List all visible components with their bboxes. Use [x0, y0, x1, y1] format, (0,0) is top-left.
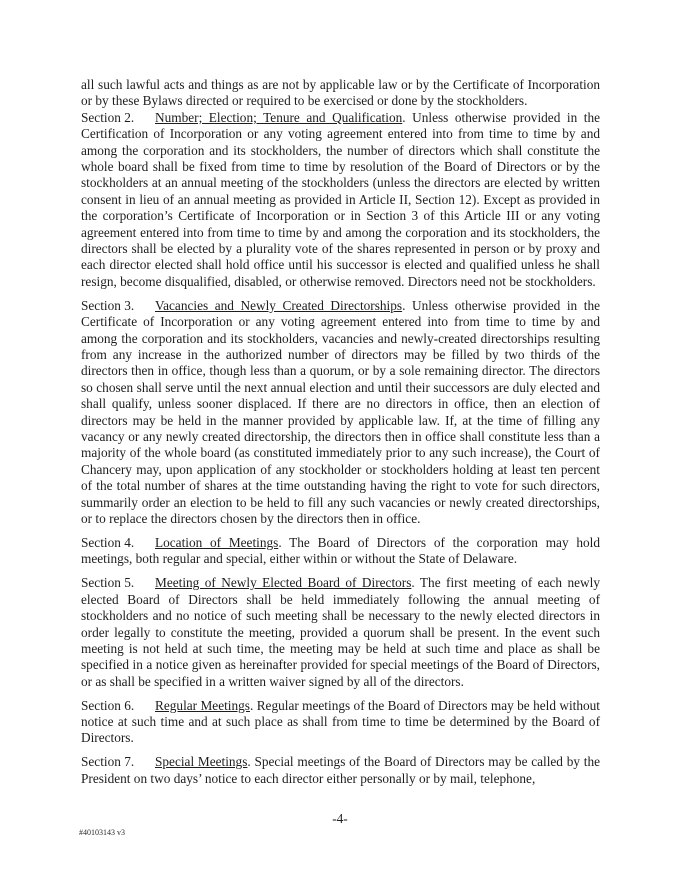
- section-body: Unless otherwise provided in the Certificate of Incorporation or any voting agreement entered into from time to time by and among the corporation and its stockholders, vacancies and newly-created directorships resulting from any increase in the authorized number of directors may be filled by two thirds of the directors then in office, though less than a quorum, or by a sole remaining director. The directors so chosen shall serve until the next annual election and until their successors are duly elected and shall qualify, unless sooner displaced. If there are no directors in office, then an election of directors may be held in the manner provided by applicable law. If, at the time of filling any vacancy or any newly created directorship, the directors then in office shall constitute less than a majority of the whole board (as constituted immediately prior to any such increase), the Court of Chancery may, upon application of any stockholder or stockholders holding at least ten percent of the total number of shares at the time outstanding having the right to vote for such directors, summarily order an election to be held to fill any such vacancies or newly created directorships, or to replace the directors chosen by the directors then in office.: [81, 297, 601, 527]
- section-heading: Regular Meetings: [155, 697, 250, 713]
- section-heading: Special Meetings: [155, 754, 248, 770]
- heading-separator: .: [249, 697, 254, 713]
- heading-separator: .: [402, 109, 406, 125]
- section-paragraph: [81, 575, 600, 690]
- section-number-label: Section 7.: [81, 754, 135, 770]
- section-paragraph: [81, 110, 600, 290]
- footer-page-number: -4-: [332, 811, 348, 826]
- section-number-label: Section 2.: [81, 109, 135, 125]
- heading-separator: .: [247, 754, 251, 770]
- sections: [81, 110, 600, 787]
- section-body: The first meeting of each newly elected Board of Directors shall be held immediately following the annual meeting of stockholders and no notice of such meeting shall be necessary to the newly elected directors in order legally to constitute the meeting, provided a quorum shall be present. In the event such meeting is not held at such time, the meeting may be held at such time and place as shall be specified in a notice given as hereinafter provided for special meetings of the Board of Directors, or as shall be specified in a written waiver signed by all of the directors.: [81, 575, 600, 689]
- section-paragraph: [81, 754, 600, 787]
- section-number-label: Section 4.: [81, 534, 135, 550]
- section-body: Special meetings of the Board of Directors may be called by the President on two days’ notice to each director either personally or by mail, telephone,: [81, 754, 601, 786]
- section-body: The Board of Directors of the corporation may hold meetings, both regular and special, either within or without the State of Delaware.: [81, 534, 600, 567]
- footer-doc-id: #40103143 v3: [79, 828, 125, 837]
- section-number-label: Section 3.: [81, 297, 135, 313]
- section-heading: Vacancies and Newly Created Directorships: [155, 297, 403, 313]
- page-body-text: [81, 77, 600, 787]
- continuation-paragraph: all such lawful acts and things as are not by applicable law or by the Certificate of Incorporation or by these Bylaws directed or required to be exercised or done by the stockholders.: [81, 77, 600, 109]
- section-heading: Number; Election; Tenure and Qualification: [155, 109, 403, 125]
- section-number-label: Section 5.: [81, 575, 135, 591]
- section-body: Unless otherwise provided in the Certification of Incorporation or any voting agreement entered into from time to time by and among the corporation and its stockholders, the number of directors which shall constitute the whole board shall be fixed from time to time by resolution of the Board of Directors or by the stockholders at an annual meeting of the stockholders (unless the directors are elected by written consent in lieu of an annual meeting as provided in Article II, Section 12). Except as provided in the corporation’s Certificate of Incorporation or in Section 3 of this Article III or any voting agreement entered into from time to time by and among the corporation and its stockholders, the directors shall be elected by a plurality vote of the shares represented in person or by proxy and each director elected shall hold office until his successor is elected and qualified unless he shall resign, become disqualified, disabled, or otherwise removed. Directors need not be stockholders.: [81, 109, 601, 289]
- section-heading: Meeting of Newly Elected Board of Directors: [155, 575, 412, 591]
- section-paragraph: [81, 298, 600, 528]
- section-body: Regular meetings of the Board of Directors may be held without notice at such time and at such place as shall from time to time be determined by the Board of Directors.: [81, 697, 600, 746]
- heading-separator: .: [411, 575, 415, 591]
- section-paragraph: [81, 698, 600, 747]
- heading-separator: .: [402, 297, 406, 313]
- heading-separator: .: [278, 534, 282, 550]
- section-paragraph: [81, 535, 600, 568]
- section-heading: Location of Meetings: [155, 534, 279, 550]
- section-number-label: Section 6.: [81, 697, 135, 713]
